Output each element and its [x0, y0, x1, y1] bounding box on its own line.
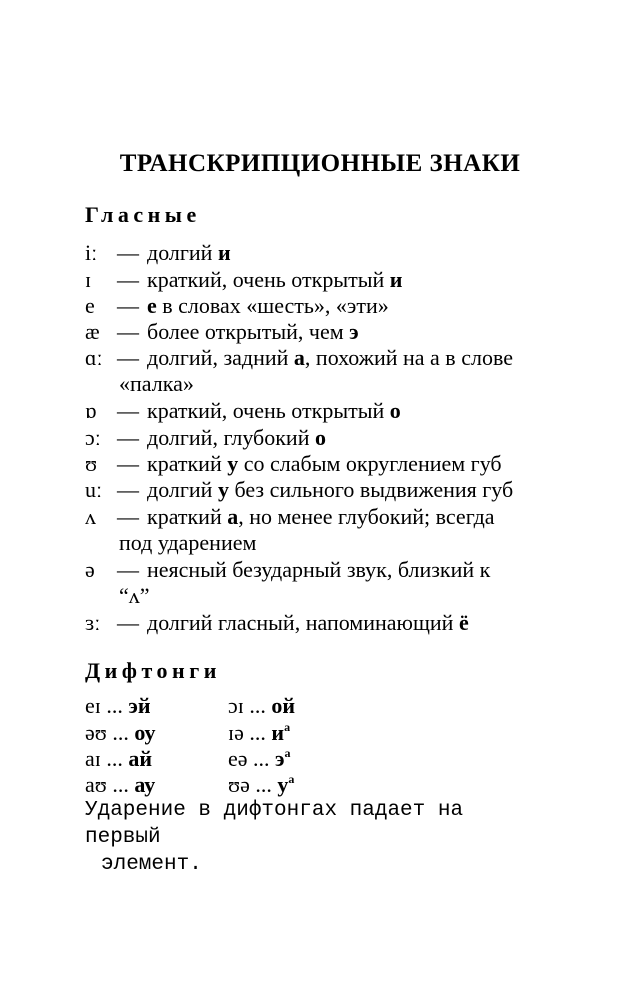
ipa-symbol: æ: [85, 319, 100, 344]
vowel-description: долгий у без сильного выдвижения губ: [147, 477, 514, 502]
dash: —: [117, 319, 139, 344]
ipa-symbol: iː: [85, 240, 98, 265]
diphthong-item: ʊə ... $у^а$: [228, 772, 295, 797]
vowel-description: более открытый, чем э: [147, 319, 359, 344]
vowel-description-continued: «палка»: [119, 371, 194, 396]
vowel-description: краткий, очень открытый и: [147, 267, 403, 292]
ipa-symbol: ə: [85, 557, 95, 582]
diphthong-item: ɪə ... $и^а$: [228, 720, 291, 745]
ipa-symbol: ɔː: [85, 425, 101, 450]
ipa-symbol: ɜː: [85, 610, 101, 635]
stress-note-line1: Ударение в дифтонгах падает на первый: [85, 799, 464, 849]
dash: —: [117, 398, 139, 423]
vowel-description: долгий гласный, напоминающий ё: [147, 610, 469, 635]
dash: —: [117, 451, 139, 476]
vowels-heading: Гласные: [85, 202, 201, 227]
stress-note-line2: элемент.: [101, 853, 202, 876]
ipa-symbol: uː: [85, 477, 103, 502]
diphthongs-heading: Дифтонги: [85, 658, 221, 683]
vowel-description-continued: “ʌ”: [119, 583, 150, 608]
ipa-symbol: ɒ: [85, 398, 97, 423]
stress-note: [85, 797, 545, 878]
page-title: ТРАНСКРИПЦИОННЫЕ ЗНАКИ: [119, 150, 521, 177]
vowel-description: долгий, задний а, похожий на а в слове: [147, 345, 513, 370]
ipa-symbol: ɑː: [85, 345, 103, 370]
diphthong-item: eɪ ... эй: [85, 693, 151, 718]
vowel-description-continued: под ударением: [119, 530, 257, 555]
dash: —: [117, 610, 139, 635]
dash: —: [117, 425, 139, 450]
ipa-symbol: ɪ: [85, 267, 92, 292]
vowel-description: краткий у со слабым округлением губ: [147, 451, 502, 476]
dash: —: [117, 504, 139, 529]
dash: —: [117, 293, 139, 318]
dash: —: [117, 557, 139, 582]
diphthong-item: əʊ ... оу: [85, 720, 156, 745]
vowel-description: е в словах «шесть», «эти»: [147, 293, 389, 318]
ipa-symbol: ʌ: [85, 504, 96, 529]
diphthong-item: aɪ ... ай: [85, 746, 153, 771]
dash: —: [117, 240, 139, 265]
dash: —: [117, 267, 139, 292]
dash: —: [117, 345, 139, 370]
dash: —: [117, 477, 139, 502]
vowel-description: долгий, глубокий о: [147, 425, 326, 450]
vowel-description: неясный безударный звук, близкий к: [147, 557, 491, 582]
vowel-description: краткий, очень открытый о: [147, 398, 401, 423]
ipa-symbol: e: [85, 293, 95, 318]
diphthong-item: ɔɪ ... ой: [228, 693, 296, 718]
vowel-description: долгий и: [147, 240, 231, 265]
diphthong-item: eə ... $э^а$: [228, 746, 291, 771]
vowel-description: краткий а, но менее глубокий; всегда: [147, 504, 495, 529]
diphthong-item: aʊ ... ау: [85, 772, 156, 797]
ipa-symbol: ʊ: [85, 451, 98, 476]
